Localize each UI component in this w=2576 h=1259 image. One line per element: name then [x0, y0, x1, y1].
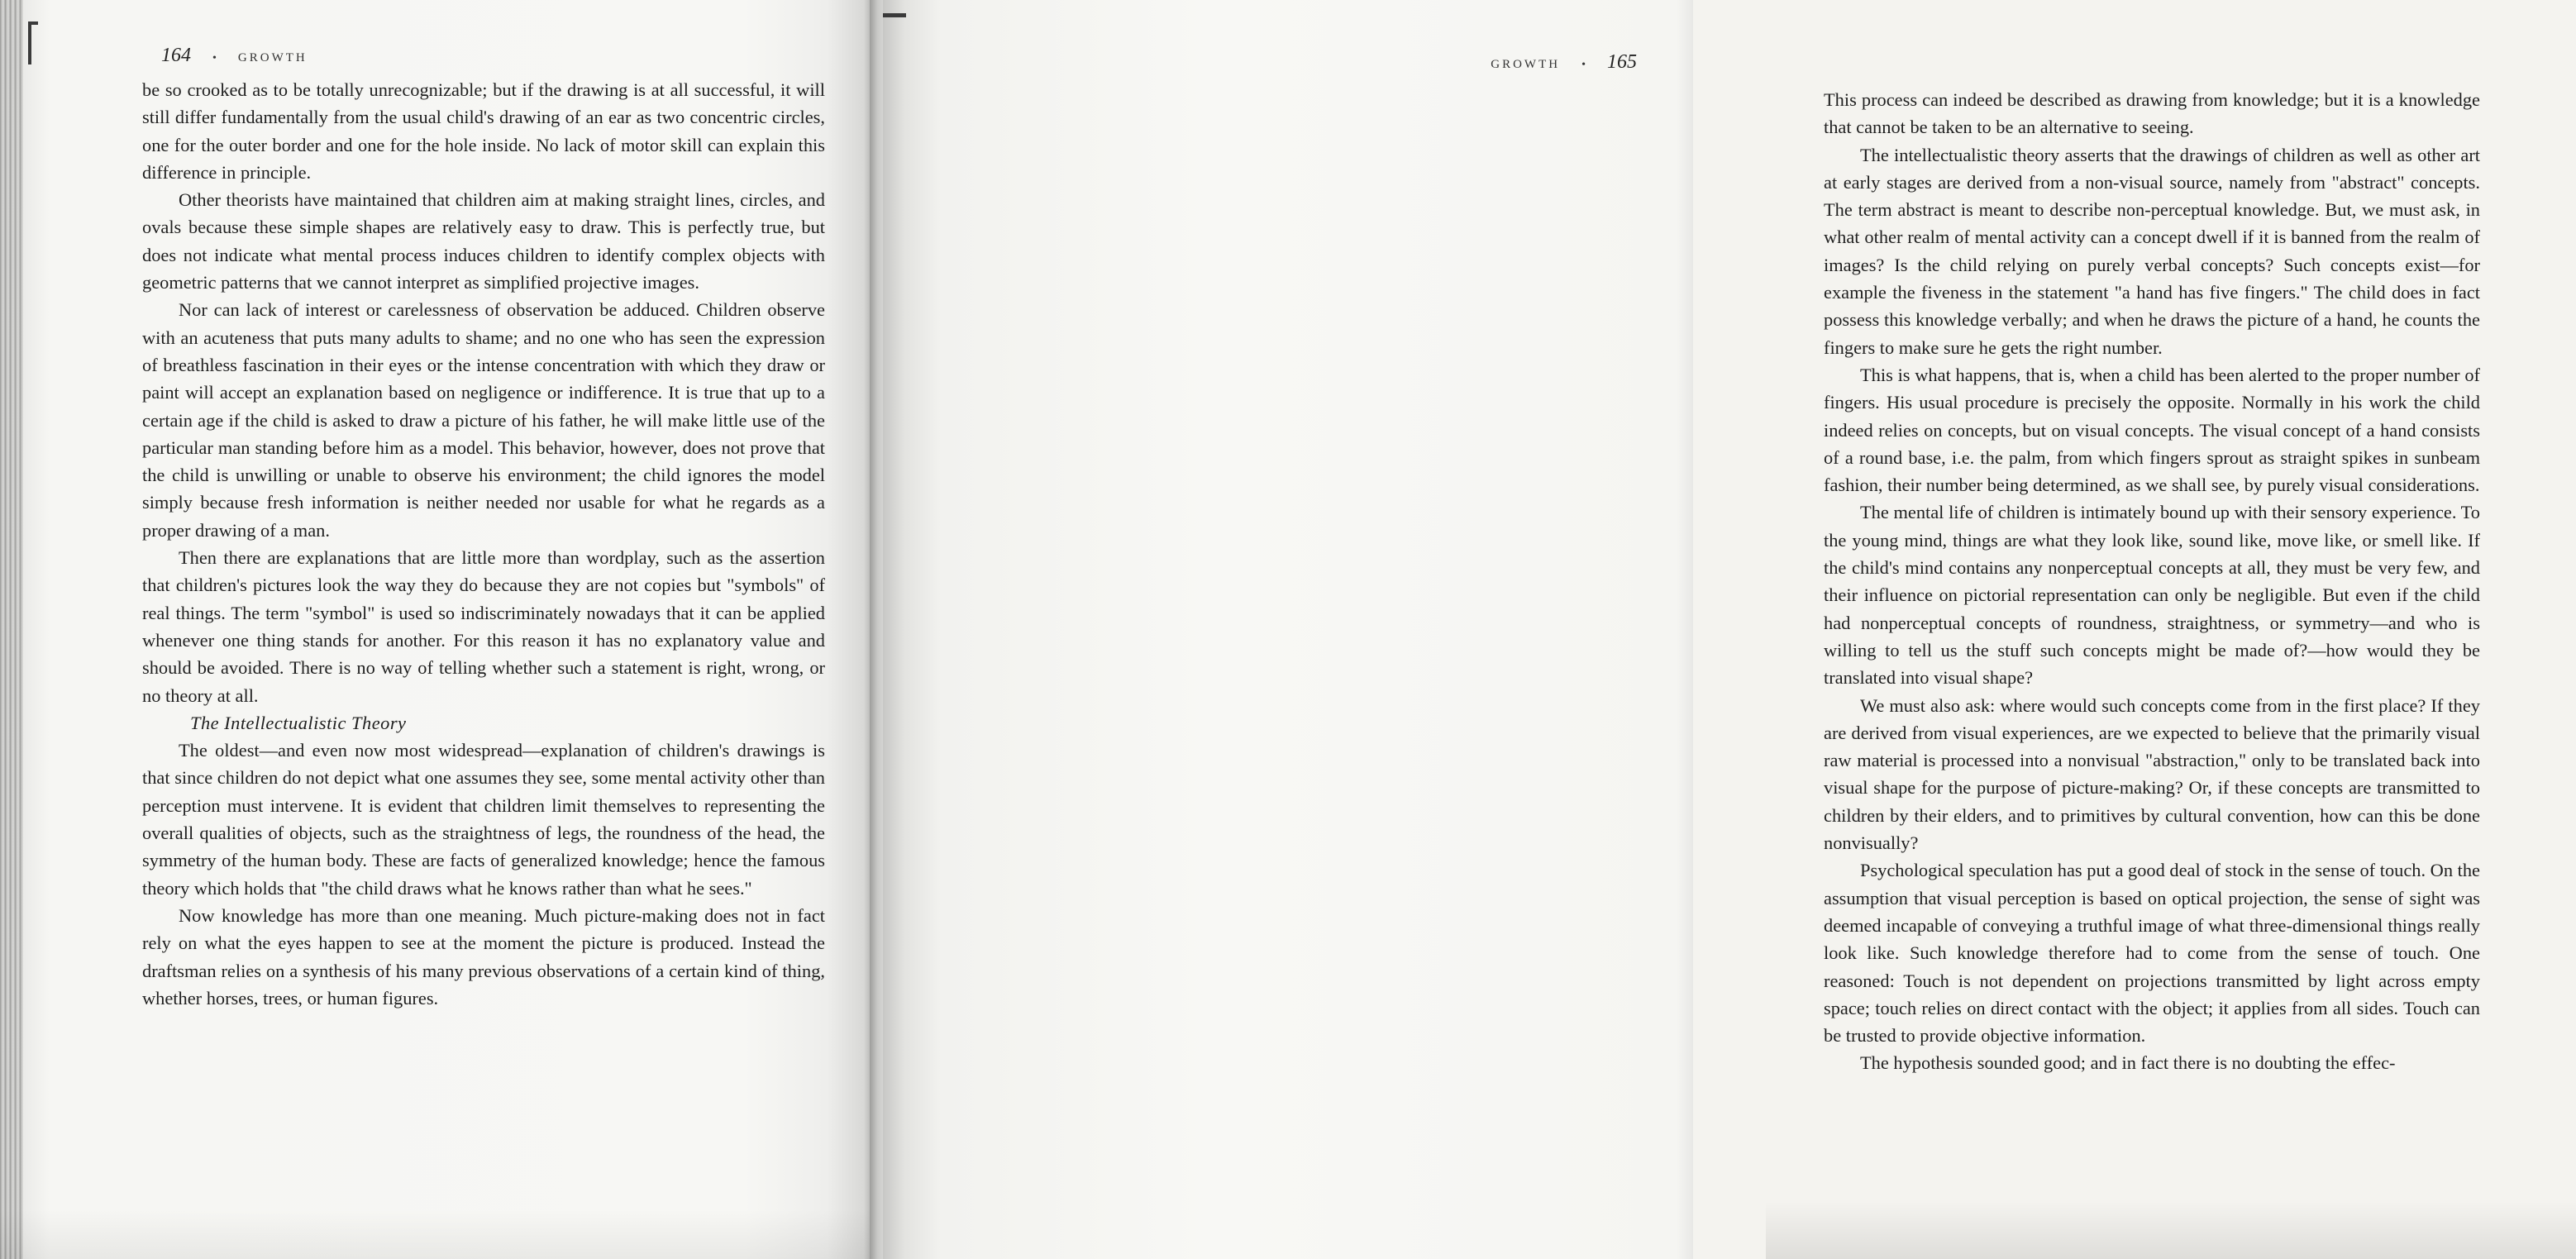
paragraph: The hypothesis sounded good; and in fact there is no doubting the effec- — [1860, 1052, 2396, 1074]
paragraph: be so crooked as to be totally unrecognizable; but if the drawing is at all successful, it will still differ fundamentally from the usual child's drawing of an ear as two concentric circles, one for the outer border and one for the hole inside. No lack of motor skill can explain this difference in principle. — [142, 79, 825, 183]
paragraph: Psychological speculation has put a good deal of stock in the sense of touch. On the assumption that visual perception is based on optical projection, the sense of sight was deemed incapable of conveying a truthful image of what three-dimensional things really look like. Such knowledge therefore had to come from the sense of touch. One reasoned: Touch is not dependent on projections transmitted by light across empty space; touch relies on direct contact with the object; it applies from all sides. Touch can be trusted to provide objective information. — [1824, 860, 2480, 1047]
page-edge-stack — [0, 0, 23, 1259]
right-page-number: 165 — [1607, 51, 1637, 73]
left-running-head-title: GROWTH — [237, 51, 308, 64]
paragraph: Other theorists have maintained that children aim at making straight lines, circles, and ovals because these simple shapes are relatively easy to draw. This is perfectly true, but does not indicate what mental process induces children to identify complex objects with geometric patterns that we cannot interpret as simplified projective images. — [142, 189, 825, 293]
right-page — [883, 0, 2480, 1259]
right-page-bottom-shadow — [1766, 1201, 2576, 1259]
left-page — [0, 0, 870, 1259]
running-head-separator: • — [1581, 59, 1586, 71]
scan-corner-mark — [28, 21, 31, 64]
paragraph: This process can indeed be described as drawing from knowledge; but it is a knowledge that cannot be taken to be an alternative to seeing. — [1824, 89, 2480, 138]
left-page-number: 164 — [161, 45, 191, 66]
paragraph: Now knowledge has more than one meaning. Much picture-making does not in fact rely on what the eyes happen to see at the moment the picture is produced. Instead the draftsman relies on a synthesis of his many previous observations of a certain kind of thing, whether horses, trees, or human figures. — [142, 904, 825, 1009]
section-heading: The Intellectualistic Theory — [190, 712, 407, 733]
paragraph: This is what happens, that is, when a child has been alerted to the proper number of fingers. His usual procedure is precisely the opposite. Normally in his work the child indeed relies on concepts, but on visual concepts. The visual concept of a hand consists of a round base, i.e. the palm, from which fingers sprout as straight spikes in sunbeam fashion, their number being determined, as we shall see, by purely visual considerations. — [1824, 364, 2480, 496]
paragraph: The mental life of children is intimately bound up with their sensory experience. To the young mind, things are what they look like, sound like, move like, or smell like. If the child's mind contains any nonperceptual concepts at all, they must be very few, and their influence on pictorial representation can only be negligible. But even if the child had nonperceptual concepts of roundness, straightness, or symmetry—and who is willing to tell us the stuff such concepts might be made of?—how would they be translated into visual shape? — [1824, 502, 2480, 689]
running-head-separator: • — [212, 52, 217, 64]
paragraph: We must also ask: where would such concepts come from in the first place? If they are derived from visual experiences, are we expected to believe that the primarily visual raw material is processed into a nonvisual "abstraction," only to be translated back into visual shape for the purpose of picture-making? Or, if these concepts are transmitted to children by their elders, and to primitives by cultural convention, how can this be done nonvisually? — [1824, 694, 2480, 854]
right-page-body — [1824, 86, 2480, 1077]
paragraph: Nor can lack of interest or carelessness of observation be adduced. Children observe with an acuteness that puts many adults to shame; and no one who has seen the expression of breathless fascination in their eyes or the intense concentration with which they draw or paint will accept an explanation based on negligence or indifference. It is true that up to a certain age if the child is asked to draw a picture of his father, he will make little use of the particular man standing before him as a model. This behavior, however, does not prove that the child is unwilling or unable to observe his environment; the child ignores the model simply because fresh information is neither needed nor usable for what he regards as a proper drawing of a man. — [142, 299, 825, 541]
scan-corner-mark-top — [28, 21, 38, 25]
paragraph: The oldest—and even now most widespread—explanation of children's drawings is that since children do not depict what one assumes they see, some mental activity other than perception must intervene. It is evident that children limit themselves to representing the overall qualities of objects, such as the straightness of legs, the roundness of the head, the symmetry of the human body. These are facts of generalized knowledge; hence the famous theory which holds that "the child draws what he knows rather than what he sees." — [142, 740, 825, 899]
left-running-head — [161, 45, 308, 67]
scan-corner-mark-right — [883, 13, 906, 17]
left-page-bottom-shadow — [0, 1209, 870, 1259]
right-running-head — [1491, 51, 1637, 74]
left-page-body — [142, 76, 825, 1012]
paragraph: The intellectualistic theory asserts that the drawings of children as well as other art at early stages are derived from a non-visual source, namely from "abstract" concepts. The term abstract is meant to describe non-perceptual knowledge. But, we must ask, in what other realm of mental activity can a concept dwell if it is banned from the realm of images? Is the child relying on purely verbal concepts? Such concepts exist—for example the fiveness in the statement "a hand has five fingers." The child does in fact possess this knowledge verbally; and when he draws the picture of a hand, he counts the fingers to make sure he gets the right number. — [1824, 144, 2480, 358]
paragraph: Then there are explanations that are little more than wordplay, such as the assertion that children's pictures look the way they do because they are not copies but "symbols" of real things. The term "symbol" is used so indiscriminately nowadays that it can be applied whenever one thing stands for another. For this reason it has no explanatory value and should be avoided. There is no way of telling whether such a statement is right, wrong, or no theory at all. — [142, 547, 825, 706]
right-running-head-title: GROWTH — [1491, 58, 1561, 71]
